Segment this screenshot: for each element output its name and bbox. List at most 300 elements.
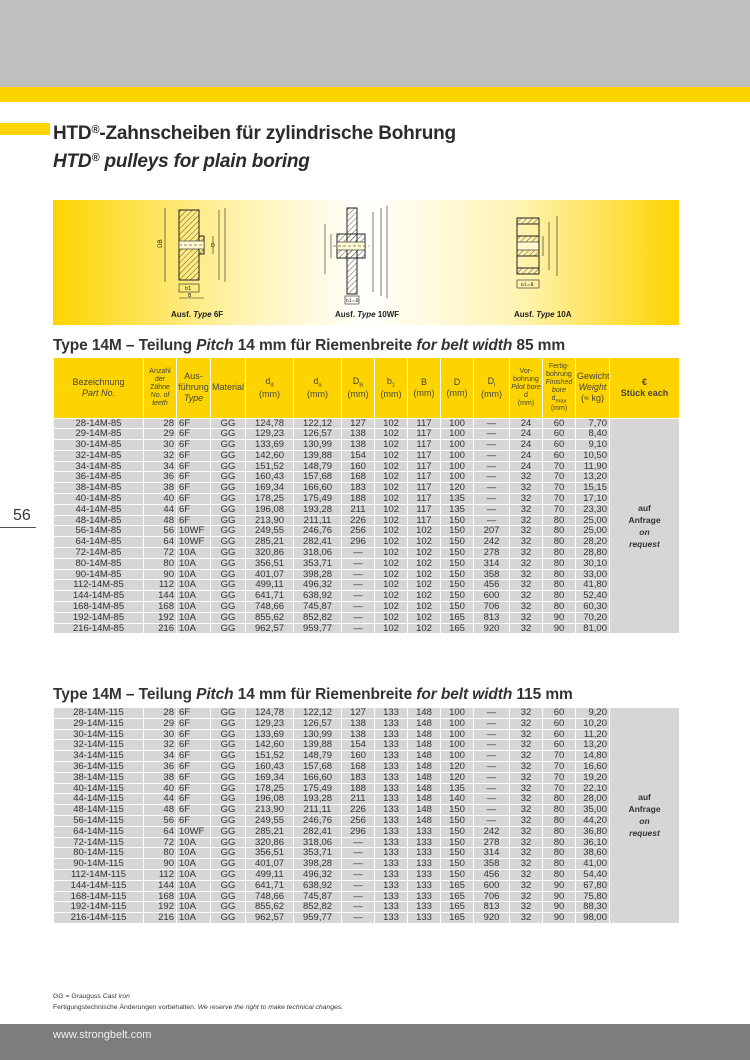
cell-da: 852,82 bbox=[294, 902, 342, 913]
cell-part-no: 72-14M-85 bbox=[54, 548, 144, 559]
col-b: B (mm) bbox=[408, 358, 441, 418]
cell-b1: 102 bbox=[375, 612, 408, 623]
cell-dl: — bbox=[474, 483, 510, 494]
cell-material: GG bbox=[211, 569, 246, 580]
cell-db: 138 bbox=[342, 429, 375, 440]
cell-dl: 706 bbox=[474, 602, 510, 613]
cell-teeth: 72 bbox=[144, 837, 177, 848]
cell-weight: 81,00 bbox=[576, 623, 610, 634]
cell-dl: 242 bbox=[474, 537, 510, 548]
cell-type: 10A bbox=[177, 902, 211, 913]
cell-weight: 28,20 bbox=[576, 537, 610, 548]
cell-pilot-bore: 32 bbox=[510, 805, 543, 816]
cell-d: 165 bbox=[441, 880, 474, 891]
cell-material: GG bbox=[211, 891, 246, 902]
cell-db: — bbox=[342, 548, 375, 559]
cell-finished-bore: 80 bbox=[543, 869, 576, 880]
cell-d: 150 bbox=[441, 805, 474, 816]
cell-teeth: 64 bbox=[144, 537, 177, 548]
cell-d: 100 bbox=[441, 450, 474, 461]
cell-b: 148 bbox=[408, 751, 441, 762]
cell-b1: 102 bbox=[375, 623, 408, 634]
cell-da: 318,06 bbox=[294, 548, 342, 559]
price-note-de1: auf bbox=[638, 792, 651, 803]
table-row bbox=[54, 591, 680, 602]
cell-material: GG bbox=[211, 483, 246, 494]
cell-weight: 11,20 bbox=[576, 729, 610, 740]
cell-dl: — bbox=[474, 450, 510, 461]
pulley-10wf-drawing bbox=[319, 204, 395, 308]
cell-da: 496,32 bbox=[294, 580, 342, 591]
cell-b1: 102 bbox=[375, 591, 408, 602]
cell-dd: 213,90 bbox=[246, 515, 294, 526]
cell-b1: 133 bbox=[375, 837, 408, 848]
table-row bbox=[54, 708, 680, 719]
cell-da: 211,11 bbox=[294, 805, 342, 816]
cell-dd: 855,62 bbox=[246, 612, 294, 623]
table-row bbox=[54, 837, 680, 848]
cell-finished-bore: 80 bbox=[543, 602, 576, 613]
cell-dd: 320,86 bbox=[246, 548, 294, 559]
cell-dl: — bbox=[474, 740, 510, 751]
cell-dl: — bbox=[474, 805, 510, 816]
svg-text:D: D bbox=[211, 243, 215, 249]
cell-finished-bore: 60 bbox=[543, 708, 576, 719]
cell-db: — bbox=[342, 580, 375, 591]
cell-b1: 133 bbox=[375, 729, 408, 740]
cell-da: 398,28 bbox=[294, 859, 342, 870]
cell-type: 6F bbox=[177, 483, 211, 494]
cell-db: 138 bbox=[342, 729, 375, 740]
cell-material: GG bbox=[211, 612, 246, 623]
cell-b: 148 bbox=[408, 783, 441, 794]
cell-material: GG bbox=[211, 772, 246, 783]
cell-b1: 102 bbox=[375, 461, 408, 472]
diagram-type-6f bbox=[153, 204, 229, 304]
cell-material: GG bbox=[211, 708, 246, 719]
cell-part-no: 48-14M-115 bbox=[54, 805, 144, 816]
cell-b1: 133 bbox=[375, 902, 408, 913]
cell-db: 168 bbox=[342, 761, 375, 772]
cell-part-no: 72-14M-115 bbox=[54, 837, 144, 848]
cell-da: 959,77 bbox=[294, 623, 342, 634]
cell-part-no: 29-14M-85 bbox=[54, 429, 144, 440]
cell-da: 166,60 bbox=[294, 483, 342, 494]
cell-pilot-bore: 32 bbox=[510, 602, 543, 613]
table-row bbox=[54, 526, 680, 537]
cell-type: 6F bbox=[177, 794, 211, 805]
cell-dd: 249,55 bbox=[246, 815, 294, 826]
cell-material: GG bbox=[211, 718, 246, 729]
cell-weight: 17,10 bbox=[576, 494, 610, 505]
cell-da: 157,68 bbox=[294, 761, 342, 772]
website-link[interactable]: www.strongbelt.com bbox=[53, 1029, 152, 1041]
cell-part-no: 36-14M-85 bbox=[54, 472, 144, 483]
cell-b1: 133 bbox=[375, 761, 408, 772]
cell-d: 135 bbox=[441, 783, 474, 794]
cell-dd: 133,69 bbox=[246, 729, 294, 740]
cell-material: GG bbox=[211, 461, 246, 472]
cell-finished-bore: 60 bbox=[543, 429, 576, 440]
cell-type: 6F bbox=[177, 708, 211, 719]
col-db: $D_B$ (mm) bbox=[342, 358, 375, 418]
cell-finished-bore: 90 bbox=[543, 612, 576, 623]
cell-dd: 499,11 bbox=[246, 580, 294, 591]
cell-weight: 54,40 bbox=[576, 869, 610, 880]
cell-db: — bbox=[342, 591, 375, 602]
cell-dd: 169,34 bbox=[246, 483, 294, 494]
cell-da: 638,92 bbox=[294, 880, 342, 891]
cell-d: 150 bbox=[441, 558, 474, 569]
cell-type: 10WF bbox=[177, 826, 211, 837]
cell-dd: 142,60 bbox=[246, 450, 294, 461]
cell-db: 256 bbox=[342, 526, 375, 537]
cell-part-no: 144-14M-85 bbox=[54, 591, 144, 602]
cell-teeth: 32 bbox=[144, 740, 177, 751]
cell-dl: — bbox=[474, 440, 510, 451]
table-row bbox=[54, 569, 680, 580]
cell-pilot-bore: 32 bbox=[510, 902, 543, 913]
cell-b: 133 bbox=[408, 880, 441, 891]
cell-dd: 178,25 bbox=[246, 783, 294, 794]
cell-material: GG bbox=[211, 429, 246, 440]
cell-teeth: 44 bbox=[144, 504, 177, 515]
cell-finished-bore: 80 bbox=[543, 580, 576, 591]
cell-weight: 52,40 bbox=[576, 591, 610, 602]
cell-db: — bbox=[342, 902, 375, 913]
cell-db: 188 bbox=[342, 494, 375, 505]
cell-d: 150 bbox=[441, 515, 474, 526]
price-on-request bbox=[610, 708, 680, 924]
cell-b: 102 bbox=[408, 537, 441, 548]
table-row bbox=[54, 859, 680, 870]
cell-d: 150 bbox=[441, 815, 474, 826]
cell-dl: — bbox=[474, 429, 510, 440]
section-title-85mm: Type 14M – Teilung Pitch 14 mm für Riemenbreite for belt width 85 mm bbox=[53, 337, 566, 354]
cell-type: 6F bbox=[177, 515, 211, 526]
cell-finished-bore: 70 bbox=[543, 461, 576, 472]
col-finished-bore: Fertig-bohrung Finished bore $d_{max}$ (mm) bbox=[543, 358, 576, 418]
cell-type: 6F bbox=[177, 504, 211, 515]
cell-type: 10A bbox=[177, 913, 211, 924]
cell-weight: 10,50 bbox=[576, 450, 610, 461]
cell-dd: 129,23 bbox=[246, 429, 294, 440]
cell-pilot-bore: 32 bbox=[510, 869, 543, 880]
cell-type: 10A bbox=[177, 569, 211, 580]
cell-weight: 10,20 bbox=[576, 718, 610, 729]
cell-finished-bore: 80 bbox=[543, 826, 576, 837]
col-material: Material bbox=[211, 358, 246, 418]
cell-dl: 207 bbox=[474, 526, 510, 537]
cell-d: 100 bbox=[441, 740, 474, 751]
cell-type: 6F bbox=[177, 461, 211, 472]
cell-finished-bore: 80 bbox=[543, 794, 576, 805]
cell-finished-bore: 80 bbox=[543, 848, 576, 859]
cell-db: — bbox=[342, 848, 375, 859]
cell-finished-bore: 90 bbox=[543, 880, 576, 891]
cell-b1: 102 bbox=[375, 504, 408, 515]
cell-part-no: 34-14M-115 bbox=[54, 751, 144, 762]
cell-db: 296 bbox=[342, 826, 375, 837]
cell-type: 6F bbox=[177, 429, 211, 440]
cell-teeth: 30 bbox=[144, 729, 177, 740]
price-note-en1: on bbox=[639, 816, 650, 827]
col-dd: $d_d$ (mm) bbox=[246, 358, 294, 418]
cell-d: 120 bbox=[441, 761, 474, 772]
cell-b1: 133 bbox=[375, 740, 408, 751]
cell-dd: 196,08 bbox=[246, 504, 294, 515]
cell-d: 150 bbox=[441, 569, 474, 580]
table-row bbox=[54, 580, 680, 591]
cell-dd: 320,86 bbox=[246, 837, 294, 848]
cell-pilot-bore: 32 bbox=[510, 751, 543, 762]
cell-dd: 160,43 bbox=[246, 761, 294, 772]
cell-dd: 169,34 bbox=[246, 772, 294, 783]
cell-b: 133 bbox=[408, 826, 441, 837]
cell-weight: 16,60 bbox=[576, 761, 610, 772]
cell-b1: 133 bbox=[375, 718, 408, 729]
cell-b: 102 bbox=[408, 569, 441, 580]
cell-db: 160 bbox=[342, 751, 375, 762]
cell-da: 175,49 bbox=[294, 783, 342, 794]
cell-b1: 102 bbox=[375, 429, 408, 440]
cell-b1: 102 bbox=[375, 450, 408, 461]
cell-db: 138 bbox=[342, 718, 375, 729]
cell-b: 117 bbox=[408, 440, 441, 451]
cell-part-no: 34-14M-85 bbox=[54, 461, 144, 472]
cell-teeth: 56 bbox=[144, 526, 177, 537]
cell-material: GG bbox=[211, 913, 246, 924]
cell-b: 133 bbox=[408, 837, 441, 848]
cell-db: — bbox=[342, 869, 375, 880]
cell-dd: 748,66 bbox=[246, 602, 294, 613]
cell-dd: 151,52 bbox=[246, 751, 294, 762]
table-row bbox=[54, 869, 680, 880]
cell-material: GG bbox=[211, 504, 246, 515]
cell-da: 638,92 bbox=[294, 591, 342, 602]
cell-material: GG bbox=[211, 815, 246, 826]
cell-part-no: 38-14M-85 bbox=[54, 483, 144, 494]
svg-text:b1=B: b1=B bbox=[346, 299, 359, 304]
cell-b: 148 bbox=[408, 718, 441, 729]
cell-b: 117 bbox=[408, 494, 441, 505]
cell-db: 183 bbox=[342, 772, 375, 783]
diagram-caption-10a: Ausf. Type 10A bbox=[514, 310, 572, 319]
cell-material: GG bbox=[211, 859, 246, 870]
cell-b1: 102 bbox=[375, 515, 408, 526]
cell-dl: 813 bbox=[474, 902, 510, 913]
cell-d: 135 bbox=[441, 494, 474, 505]
cell-dl: 920 bbox=[474, 623, 510, 634]
cell-da: 745,87 bbox=[294, 891, 342, 902]
cell-b: 148 bbox=[408, 815, 441, 826]
cell-material: GG bbox=[211, 902, 246, 913]
cell-d: 140 bbox=[441, 794, 474, 805]
cell-db: — bbox=[342, 558, 375, 569]
cell-dl: — bbox=[474, 472, 510, 483]
cell-b: 133 bbox=[408, 891, 441, 902]
cell-da: 353,71 bbox=[294, 848, 342, 859]
cell-type: 10WF bbox=[177, 526, 211, 537]
cell-db: 127 bbox=[342, 418, 375, 429]
cell-weight: 13,20 bbox=[576, 472, 610, 483]
cell-da: 148,79 bbox=[294, 751, 342, 762]
cell-type: 10A bbox=[177, 558, 211, 569]
cell-b: 102 bbox=[408, 591, 441, 602]
cell-part-no: 216-14M-115 bbox=[54, 913, 144, 924]
cell-weight: 28,00 bbox=[576, 794, 610, 805]
cell-weight: 23,30 bbox=[576, 504, 610, 515]
cell-type: 10WF bbox=[177, 537, 211, 548]
cell-teeth: 36 bbox=[144, 472, 177, 483]
cell-da: 246,76 bbox=[294, 526, 342, 537]
cell-d: 165 bbox=[441, 623, 474, 634]
table-row bbox=[54, 537, 680, 548]
table-row bbox=[54, 450, 680, 461]
cell-weight: 11,90 bbox=[576, 461, 610, 472]
cell-weight: 8,40 bbox=[576, 429, 610, 440]
cell-finished-bore: 80 bbox=[543, 805, 576, 816]
cell-pilot-bore: 32 bbox=[510, 783, 543, 794]
cell-db: 226 bbox=[342, 515, 375, 526]
cell-weight: 14,80 bbox=[576, 751, 610, 762]
page-title bbox=[53, 118, 456, 174]
cell-dl: 242 bbox=[474, 826, 510, 837]
cell-teeth: 36 bbox=[144, 761, 177, 772]
cell-weight: 38,60 bbox=[576, 848, 610, 859]
svg-text:b1: b1 bbox=[185, 286, 192, 292]
cell-da: 122,12 bbox=[294, 418, 342, 429]
cell-teeth: 38 bbox=[144, 483, 177, 494]
cell-material: GG bbox=[211, 526, 246, 537]
top-accent-stripe bbox=[0, 87, 750, 102]
col-part-no: Bezeichnung Part No. bbox=[54, 358, 144, 418]
cell-dl: — bbox=[474, 783, 510, 794]
cell-dd: 178,25 bbox=[246, 494, 294, 505]
cell-da: 211,11 bbox=[294, 515, 342, 526]
cell-weight: 28,80 bbox=[576, 548, 610, 559]
cell-finished-bore: 60 bbox=[543, 418, 576, 429]
cell-finished-bore: 80 bbox=[543, 815, 576, 826]
col-b1: $b_1$ (mm) bbox=[375, 358, 408, 418]
price-on-request bbox=[610, 418, 680, 634]
cell-dd: 641,71 bbox=[246, 880, 294, 891]
cell-b1: 102 bbox=[375, 526, 408, 537]
diagram-type-10wf bbox=[319, 204, 395, 308]
cell-weight: 9,20 bbox=[576, 708, 610, 719]
col-d: D (mm) bbox=[441, 358, 474, 418]
cell-teeth: 40 bbox=[144, 494, 177, 505]
cell-type: 6F bbox=[177, 740, 211, 751]
cell-finished-bore: 80 bbox=[543, 537, 576, 548]
cell-d: 100 bbox=[441, 472, 474, 483]
cell-weight: 41,00 bbox=[576, 859, 610, 870]
cell-db: — bbox=[342, 913, 375, 924]
diagram-caption-6f: Ausf. Type 6F bbox=[171, 310, 224, 319]
cell-d: 165 bbox=[441, 913, 474, 924]
cell-part-no: 80-14M-85 bbox=[54, 558, 144, 569]
cell-db: 211 bbox=[342, 504, 375, 515]
cell-db: 211 bbox=[342, 794, 375, 805]
cell-type: 10A bbox=[177, 837, 211, 848]
cell-material: GG bbox=[211, 826, 246, 837]
table-row bbox=[54, 891, 680, 902]
cell-b1: 102 bbox=[375, 483, 408, 494]
cell-teeth: 48 bbox=[144, 515, 177, 526]
table-row bbox=[54, 761, 680, 772]
cell-type: 6F bbox=[177, 418, 211, 429]
cell-material: GG bbox=[211, 472, 246, 483]
cell-dd: 249,55 bbox=[246, 526, 294, 537]
table-row bbox=[54, 880, 680, 891]
col-teeth: Anzahl der Zähne No. of teeth bbox=[144, 358, 177, 418]
table-row bbox=[54, 913, 680, 924]
cell-dl: — bbox=[474, 761, 510, 772]
cell-db: 160 bbox=[342, 461, 375, 472]
cell-teeth: 28 bbox=[144, 708, 177, 719]
price-note-de2: Anfrage bbox=[628, 804, 661, 815]
cell-material: GG bbox=[211, 558, 246, 569]
cell-pilot-bore: 32 bbox=[510, 708, 543, 719]
table-row bbox=[54, 548, 680, 559]
cell-da: 193,28 bbox=[294, 504, 342, 515]
footer bbox=[0, 1024, 750, 1060]
cell-b: 148 bbox=[408, 740, 441, 751]
cell-finished-bore: 80 bbox=[543, 526, 576, 537]
cell-dl: 706 bbox=[474, 891, 510, 902]
cell-teeth: 30 bbox=[144, 440, 177, 451]
cell-db: 226 bbox=[342, 805, 375, 816]
cell-d: 100 bbox=[441, 729, 474, 740]
spec-table-115mm bbox=[53, 707, 680, 924]
cell-pilot-bore: 32 bbox=[510, 913, 543, 924]
cell-db: — bbox=[342, 891, 375, 902]
cell-weight: 7,70 bbox=[576, 418, 610, 429]
cell-dl: 278 bbox=[474, 548, 510, 559]
price-note-en1: on bbox=[639, 526, 650, 537]
cell-weight: 35,00 bbox=[576, 805, 610, 816]
cell-dl: — bbox=[474, 794, 510, 805]
cell-dl: — bbox=[474, 461, 510, 472]
cell-type: 10A bbox=[177, 848, 211, 859]
cell-b: 133 bbox=[408, 848, 441, 859]
cell-da: 959,77 bbox=[294, 913, 342, 924]
cell-part-no: 28-14M-115 bbox=[54, 708, 144, 719]
cell-d: 150 bbox=[441, 602, 474, 613]
cell-material: GG bbox=[211, 602, 246, 613]
cell-da: 318,06 bbox=[294, 837, 342, 848]
cell-da: 166,60 bbox=[294, 772, 342, 783]
cell-finished-bore: 70 bbox=[543, 483, 576, 494]
cell-material: GG bbox=[211, 729, 246, 740]
cell-pilot-bore: 32 bbox=[510, 623, 543, 634]
cell-type: 10A bbox=[177, 623, 211, 634]
cell-pilot-bore: 32 bbox=[510, 569, 543, 580]
cell-d: 100 bbox=[441, 429, 474, 440]
cell-b1: 133 bbox=[375, 708, 408, 719]
cell-dl: 813 bbox=[474, 612, 510, 623]
cell-part-no: 48-14M-85 bbox=[54, 515, 144, 526]
cell-weight: 25,00 bbox=[576, 515, 610, 526]
cell-da: 496,32 bbox=[294, 869, 342, 880]
cell-dd: 129,23 bbox=[246, 718, 294, 729]
cell-type: 6F bbox=[177, 472, 211, 483]
cell-material: GG bbox=[211, 418, 246, 429]
title-marker bbox=[0, 123, 50, 135]
cell-b1: 133 bbox=[375, 880, 408, 891]
cell-type: 6F bbox=[177, 815, 211, 826]
cell-da: 745,87 bbox=[294, 602, 342, 613]
